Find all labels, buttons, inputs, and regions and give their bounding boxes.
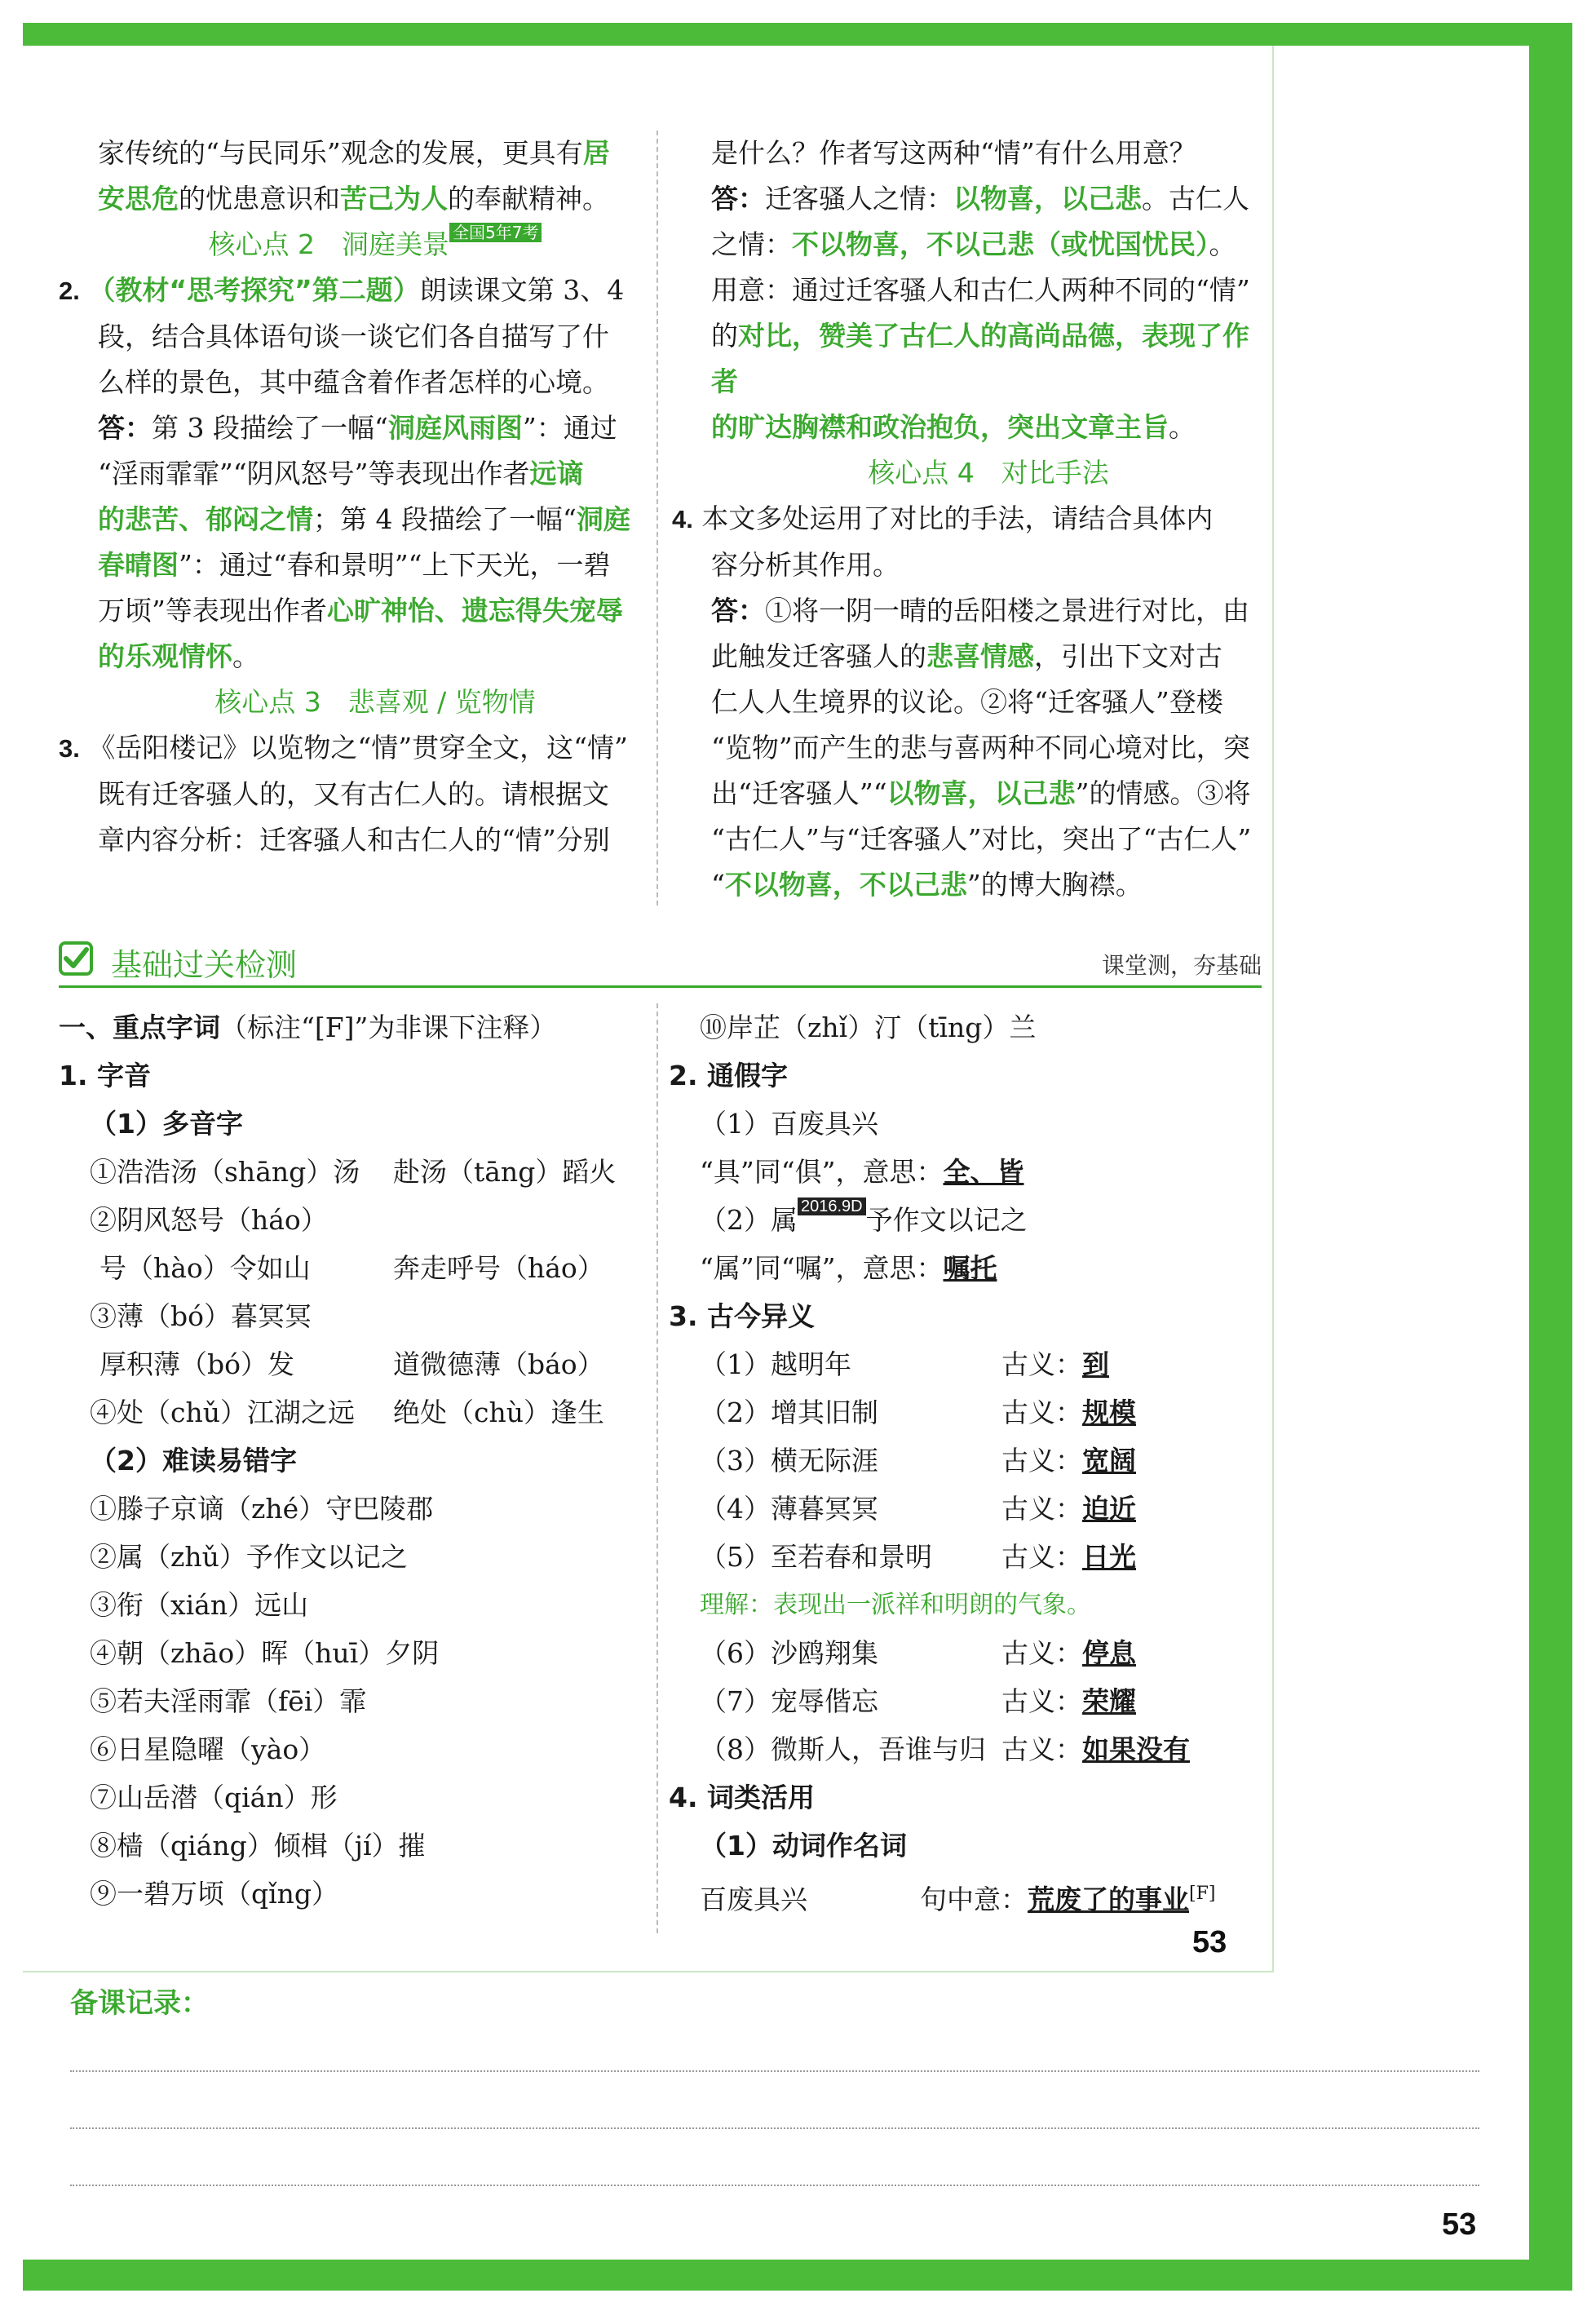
text: 的 [711, 320, 738, 352]
vocab-item: 奔走呼号（háo） [393, 1252, 604, 1284]
text: 迁客骚人之情： [765, 183, 953, 215]
answer-line [711, 725, 1266, 771]
core-point-title: 核心点 3 悲喜观 / 览物情 [214, 686, 536, 718]
vocab-label: 古义： [1001, 1637, 1082, 1669]
vocab-item: ⑨一碧万顷（qǐng） [90, 1878, 339, 1910]
answer-line [98, 542, 652, 588]
answer-line [711, 634, 1266, 680]
vocab-row [669, 1725, 1264, 1773]
footnote-marker: [F] [1189, 1884, 1216, 1904]
vocab-item: （6）沙鸥翔集 [700, 1637, 878, 1669]
column-divider-upper [657, 131, 658, 905]
vocab-item: ①浩浩汤（shāng）汤 [90, 1156, 360, 1188]
text: “淫雨霏霏”“阴风怒号”等表现出作者 [98, 458, 530, 489]
right-border [1529, 23, 1572, 2291]
text: 用意：通过迁客骚人和古仁人两种不同的“情” [711, 274, 1250, 306]
vocab-item: （1）越明年 [700, 1348, 851, 1380]
subsection-heading [669, 1773, 1264, 1822]
vocab-item: （5）至若春和景明 [700, 1541, 932, 1573]
vocab-item: 赴汤（tāng）蹈火 [393, 1156, 617, 1188]
question-text: 朗读课文第 3、4 [419, 274, 625, 306]
vocab-item: ①滕子京谪（zhé）守巴陵郡 [90, 1493, 434, 1525]
meaning-answer: 规模 [1082, 1397, 1136, 1428]
vocab-row [59, 1629, 654, 1677]
heading-note: （标注“[F]”为非课下注释） [220, 1012, 557, 1043]
vocab-label: 古义： [1001, 1348, 1082, 1380]
text: ；第 4 段描绘了一幅“ [313, 503, 577, 535]
meaning-answer: 全、皆 [943, 1156, 1024, 1188]
answer-text: 对比，赞美了古仁人的高尚品德，表现了作者 [711, 320, 1249, 397]
text: 出“迁客骚人”“ [711, 777, 887, 809]
exam-frequency-badge: 全国5年7考 [449, 223, 542, 242]
question-text: 章内容分析：迁客骚人和古仁人的“情”分别 [98, 824, 610, 856]
bottom-border [23, 2260, 1572, 2291]
subsection-heading [59, 1003, 654, 1051]
vocab-item: ⑥日星隐曜（yào） [90, 1733, 326, 1765]
vocab-item: “属”同“嘱”，意思： [700, 1252, 944, 1284]
text: 。 [232, 640, 259, 672]
vocab-item: ⑧樯（qiáng）倾楫（jí）摧 [90, 1830, 426, 1862]
heading-text: （1）动词作名词 [700, 1830, 907, 1862]
question-line [59, 268, 652, 314]
vocab-item: （4）薄暮冥冥 [700, 1493, 878, 1525]
vocab-item: 厚积薄（bó）发 [99, 1348, 294, 1380]
vocab-row [59, 1340, 654, 1388]
upper-right-column [672, 131, 1266, 908]
vocab-row [669, 1485, 1264, 1533]
vocab-label: 古义： [1001, 1397, 1082, 1428]
page-number-outer: 53 [1442, 2207, 1477, 2242]
answer-text: 苦己为人 [340, 183, 448, 215]
answer-line [711, 588, 1266, 634]
answer-line [711, 680, 1266, 725]
subsection-heading [59, 1437, 654, 1485]
question-number: 4. [672, 505, 693, 533]
text: ”：通过 [522, 412, 617, 444]
vocab-row [59, 1485, 654, 1533]
answer-label: 答： [711, 595, 765, 626]
vocab-item: ③薄（bó）暮冥冥 [90, 1300, 312, 1332]
question-line [98, 360, 652, 405]
text: 万顷”等表现出作者 [98, 595, 327, 626]
core-point-heading [98, 222, 652, 268]
question-text: 既有迁客骚人的，又有古仁人的。请根据文 [98, 778, 609, 810]
answer-text: 的悲苦、郁闷之情 [98, 503, 313, 535]
answer-line [98, 634, 652, 680]
answer-text: 的乐观情怀 [98, 640, 232, 672]
meaning-answer: 宽阔 [1082, 1445, 1136, 1476]
core-point-title: 核心点 4 对比手法 [868, 457, 1109, 489]
meaning-answer: 如果没有 [1082, 1733, 1190, 1765]
exam-year-badge: 2016.9D [798, 1197, 866, 1215]
question-text: 容分析其作用。 [711, 549, 900, 581]
meaning-answer: 到 [1082, 1348, 1109, 1380]
notes-label: 备课记录： [70, 1987, 209, 2020]
vocab-row [669, 1100, 1264, 1148]
vocab-row [669, 1533, 1264, 1581]
question-line [98, 314, 652, 360]
question-text: 么样的景色，其中蕴含着作者怎样的心境。 [98, 366, 609, 398]
vocab-label: 古义： [1001, 1445, 1082, 1476]
column-divider-lower [657, 1003, 658, 1933]
answer-text: 居 [582, 137, 610, 169]
core-point-heading [98, 680, 652, 725]
vocab-item: （2）增其旧制 [700, 1397, 878, 1428]
vocab-label: 古义： [1001, 1493, 1082, 1525]
question-line [711, 542, 1266, 588]
answer-text: 洞庭 [576, 503, 630, 535]
text: 。古仁人 [1142, 183, 1249, 215]
question-line [59, 725, 652, 772]
answer-text: 远谪 [529, 458, 584, 489]
subsection-heading [669, 1822, 1264, 1870]
question-number: 3. [59, 734, 80, 763]
answer-line [98, 451, 652, 497]
vocab-row [669, 1340, 1264, 1388]
vocab-item: （8）微斯人，吾谁与归 [700, 1733, 986, 1765]
text: ”的情感。③将 [1075, 777, 1251, 809]
answer-line [98, 497, 652, 542]
vocab-label: 古义： [1001, 1685, 1082, 1717]
vocab-item: （2）属 [700, 1204, 798, 1236]
answer-line [98, 405, 652, 451]
vocab-row [59, 1196, 654, 1244]
upper-left-column [59, 131, 652, 863]
meaning-answer: 迫近 [1082, 1493, 1136, 1525]
heading-text: 4. 词类活用 [669, 1782, 815, 1813]
meaning-answer: 荒废了的事业 [1028, 1884, 1189, 1915]
section-title: 基础过关检测 [111, 947, 298, 983]
text: 此触发迁客骚人的 [711, 640, 926, 672]
vocab-item: （1）百废具兴 [700, 1108, 878, 1140]
vocab-row [669, 1437, 1264, 1485]
vocab-item: 号（hào）令如山 [99, 1252, 311, 1284]
vocab-label: 句中意： [920, 1884, 1028, 1915]
text: 。 [1169, 411, 1196, 443]
meaning-answer: 日光 [1082, 1541, 1136, 1573]
answer-text: 不以物喜，不以己悲（或忧国忧民） [792, 228, 1209, 260]
vocab-row [669, 1629, 1264, 1677]
explanation-note [669, 1581, 1264, 1629]
text: “ [711, 869, 725, 901]
vocab-item: （3）横无际涯 [700, 1445, 878, 1476]
meaning-answer: 停息 [1082, 1637, 1136, 1669]
explanation-text: 理解：表现出一派祥和明朗的气象。 [700, 1591, 1091, 1619]
subsection-heading [59, 1100, 654, 1148]
vocab-row [669, 1870, 1264, 1923]
answer-label: 答： [98, 412, 152, 444]
vocab-item: ②阴风怒号（háo） [90, 1204, 328, 1236]
answer-text: 不以物喜，不以己悲 [724, 869, 967, 901]
answer-label: 答： [711, 183, 765, 215]
vocab-row [669, 1244, 1264, 1292]
text: ，引出下文对古 [1034, 640, 1222, 672]
answer-line [711, 862, 1266, 908]
meaning-answer: 嘱托 [943, 1252, 997, 1284]
vocab-item: ④处（chǔ）江湖之远 [90, 1397, 355, 1428]
answer-text: 心旷神怡、遗忘得失宠辱 [326, 595, 623, 626]
question-text: 是什么？作者写这两种“情”有什么用意？ [711, 137, 1196, 169]
vocab-row [59, 1533, 654, 1581]
checkmark-icon [59, 941, 93, 976]
answer-line [711, 771, 1266, 817]
section-header [59, 936, 1262, 988]
core-point-title: 核心点 2 洞庭美景 [208, 228, 450, 260]
inner-bottom-line [23, 1971, 1274, 1972]
lower-left-column [59, 1003, 654, 1918]
lower-right-column [669, 1003, 1264, 1923]
question-text: 《岳阳楼记》以览物之“情”贯穿全文，这“情” [88, 732, 628, 764]
meaning-answer: 荣耀 [1082, 1685, 1136, 1717]
vocab-row [59, 1870, 654, 1918]
notes-line [70, 2185, 1479, 2186]
question-line [672, 496, 1266, 542]
answer-line [711, 405, 1266, 450]
answer-text: 洞庭风雨图 [387, 412, 523, 444]
answer-text: 以物喜，以己悲 [886, 777, 1076, 809]
vocab-item: 予作文以记之 [865, 1204, 1028, 1236]
vocab-item: 百废具兴 [700, 1884, 807, 1915]
vocab-item: ④朝（zhāo）晖（huī）夕阴 [90, 1637, 440, 1669]
heading-text: 1. 字音 [59, 1060, 151, 1091]
text: 家传统的“与民同乐”观念的发展，更具有 [98, 137, 583, 169]
vocab-item: ⑤若夫淫雨霏（fēi）霏 [90, 1685, 367, 1717]
answer-text: 的旷达胸襟和政治抱负，突出文章主旨 [711, 411, 1169, 443]
vocab-row [59, 1148, 654, 1196]
vocab-row [59, 1581, 654, 1629]
text: ①将一阴一晴的岳阳楼之景进行对比，由 [765, 595, 1249, 626]
vocab-item: （7）宠辱偕忘 [700, 1685, 878, 1717]
answer-line [711, 176, 1266, 222]
vocab-label: 古义： [1001, 1733, 1082, 1765]
text: 的忧患意识和 [179, 183, 340, 215]
answer-line [711, 313, 1266, 405]
heading-text: 3. 古今异义 [669, 1300, 815, 1332]
text: 的奉献精神。 [448, 183, 609, 215]
vocab-row [59, 1773, 654, 1822]
vocab-row [669, 1388, 1264, 1437]
vocab-row [59, 1677, 654, 1725]
vocab-row [669, 1196, 1264, 1244]
section-subtitle: 课堂测，夯基础 [1101, 952, 1262, 979]
vocab-item: 道微德薄（báo） [393, 1348, 604, 1380]
text: ”：通过“春和景明”“上下天光，一碧 [179, 549, 611, 581]
inner-edge [1272, 46, 1274, 1971]
text: 之情： [711, 228, 792, 260]
notes-line [70, 2127, 1479, 2129]
notes-line [70, 2070, 1479, 2072]
paragraph-line [98, 131, 652, 176]
answer-line [711, 268, 1266, 313]
text: 仁人人生境界的议论。②将“迁客骚人”登楼 [711, 686, 1223, 718]
subsection-heading [669, 1292, 1264, 1340]
answer-text: 悲喜情感 [926, 640, 1034, 672]
text: 。 [1209, 228, 1236, 260]
vocab-row [669, 1148, 1264, 1196]
answer-text: 以物喜，以己悲 [953, 183, 1142, 215]
question-line [98, 772, 652, 817]
question-number: 2. [59, 277, 80, 305]
vocab-item: ⑩岸芷（zhǐ）汀（tīng）兰 [700, 1012, 1037, 1043]
heading-text: 2. 通假字 [669, 1060, 788, 1091]
vocab-row [59, 1244, 654, 1292]
vocab-label: 古义： [1001, 1541, 1082, 1573]
answer-line [711, 817, 1266, 862]
question-source-tag: （教材“思考探究”第二题） [88, 274, 420, 306]
subsection-heading [669, 1051, 1264, 1100]
page-number-inner: 53 [1192, 1925, 1227, 1959]
heading-text: （2）难读易错字 [90, 1445, 297, 1476]
top-border [23, 23, 1572, 46]
paragraph-line [98, 176, 652, 222]
question-text: 段，结合具体语句谈一谈它们各自描写了什 [98, 321, 609, 352]
question-line [98, 817, 652, 863]
vocab-row [59, 1725, 654, 1773]
text: ”的博大胸襟。 [966, 869, 1143, 901]
vocab-item: “具”同“俱”，意思： [700, 1156, 944, 1188]
answer-line [711, 222, 1266, 268]
core-point-heading [711, 450, 1266, 496]
answer-text: 安思危 [98, 183, 179, 215]
vocab-item: ⑦山岳潜（qián）形 [90, 1782, 338, 1813]
vocab-item: 绝处（chù）逢生 [393, 1397, 604, 1428]
vocab-row [59, 1822, 654, 1870]
answer-text: 春晴图 [98, 549, 179, 581]
subsection-heading [59, 1051, 654, 1100]
question-line [711, 131, 1266, 176]
vocab-row [59, 1292, 654, 1340]
question-text: 本文多处运用了对比的手法，请结合具体内 [701, 502, 1214, 534]
heading-text: （1）多音字 [90, 1108, 243, 1140]
text: “古仁人”与“迁客骚人”对比，突出了“古仁人” [711, 823, 1252, 855]
vocab-row [669, 1677, 1264, 1725]
vocab-row [669, 1003, 1264, 1051]
vocab-item: ③衔（xián）远山 [90, 1589, 309, 1621]
heading-text: 一、重点字词 [59, 1012, 220, 1043]
vocab-item: ②属（zhǔ）予作文以记之 [90, 1541, 408, 1573]
text: 第 3 段描绘了一幅“ [152, 412, 388, 444]
vocab-row [59, 1388, 654, 1437]
answer-line [98, 588, 652, 634]
text: “览物”而产生的悲与喜两种不同心境对比，突 [711, 732, 1250, 764]
